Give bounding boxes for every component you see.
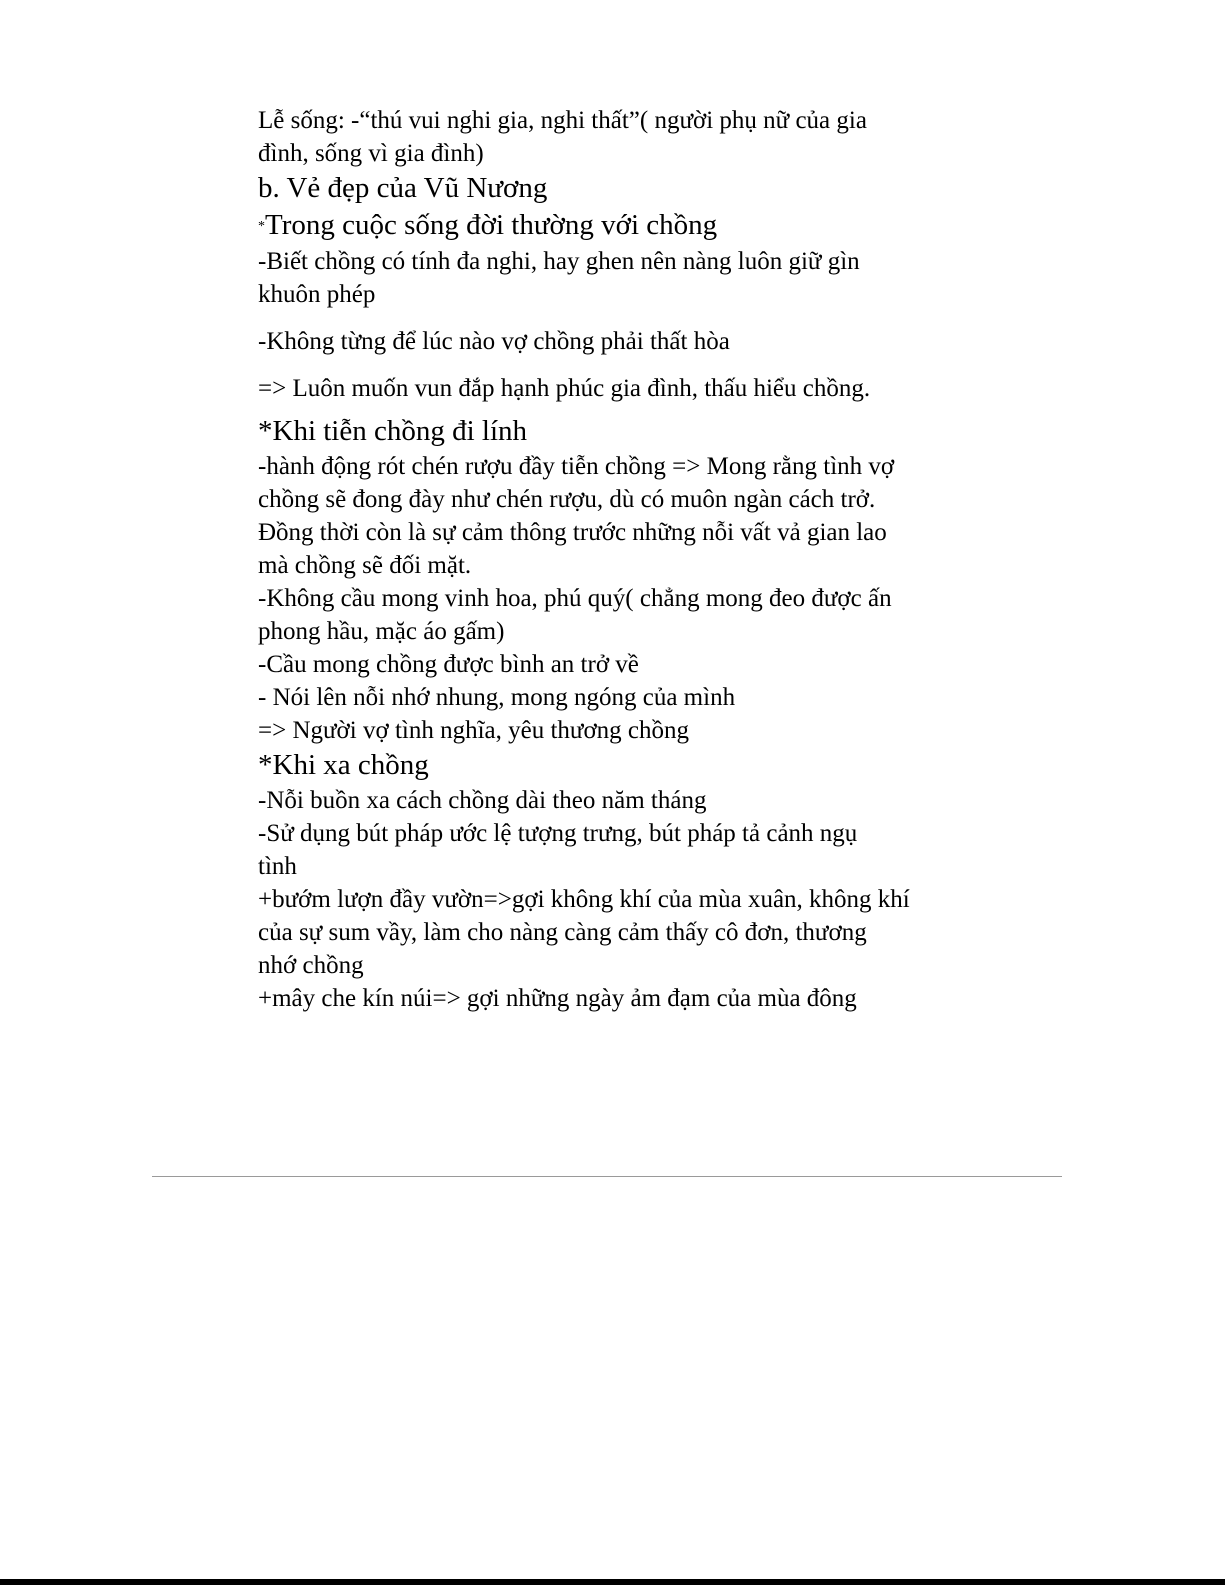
text-line: -Cầu mong chồng được bình an trở về — [258, 651, 639, 678]
text-line: => Luôn muốn vun đắp hạnh phúc gia đình, thấu hiểu chồng. — [258, 375, 871, 402]
page-divider — [152, 1176, 1062, 1177]
text-line: +bướm lượn đầy vườn=>gợi không khí của mùa xuân, không khí — [258, 886, 910, 913]
bullet-star: * — [258, 219, 265, 234]
section-heading: *Khi xa chồng — [258, 749, 429, 781]
text-line: -Nỗi buồn xa cách chồng dài theo năm tháng — [258, 787, 707, 814]
text-line: khuôn phép — [258, 281, 376, 308]
text-line: chồng sẽ đong đày như chén rượu, dù có muôn ngàn cách trở. — [258, 486, 876, 513]
section-heading: *Khi tiễn chồng đi lính — [258, 415, 528, 447]
text-line: nhớ chồng — [258, 952, 364, 979]
text-line: -Không cầu mong vinh hoa, phú quý( chẳng mong đeo được ấn — [258, 585, 892, 612]
text-line: => Người vợ tình nghĩa, yêu thương chồng — [258, 717, 690, 744]
heading-text: Trong cuộc sống đời thường với chồng — [265, 209, 718, 241]
text-line: Đồng thời còn là sự cảm thông trước những nỗi vất vả gian lao — [258, 519, 887, 546]
text-line: phong hầu, mặc áo gấm) — [258, 618, 505, 645]
text-line: Lễ sống: -“thú vui nghi gia, nghi thất”( người phụ nữ của gia — [258, 107, 867, 134]
text-line: đình, sống vì gia đình) — [258, 140, 484, 167]
section-heading — [258, 207, 978, 245]
text-line: -Sử dụng bút pháp ước lệ tượng trưng, bút pháp tả cảnh ngụ — [258, 820, 858, 847]
section-heading: b. Vẻ đẹp của Vũ Nương — [258, 172, 548, 204]
bottom-edge-bar — [0, 1579, 1225, 1585]
text-line: của sự sum vầy, làm cho nàng càng cảm thấy cô đơn, thương — [258, 919, 867, 946]
document-body — [258, 104, 978, 1015]
text-line: mà chồng sẽ đối mặt. — [258, 552, 472, 579]
text-line: +mây che kín núi=> gợi những ngày ảm đạm của mùa đông — [258, 985, 857, 1012]
text-line: tình — [258, 853, 297, 880]
text-line: -Biết chồng có tính đa nghi, hay ghen nên nàng luôn giữ gìn — [258, 248, 860, 275]
text-line: -Không từng để lúc nào vợ chồng phải thất hòa — [258, 328, 730, 355]
text-line: -hành động rót chén rượu đầy tiễn chồng => Mong rằng tình vợ — [258, 453, 895, 480]
text-line: - Nói lên nỗi nhớ nhung, mong ngóng của mình — [258, 684, 736, 711]
